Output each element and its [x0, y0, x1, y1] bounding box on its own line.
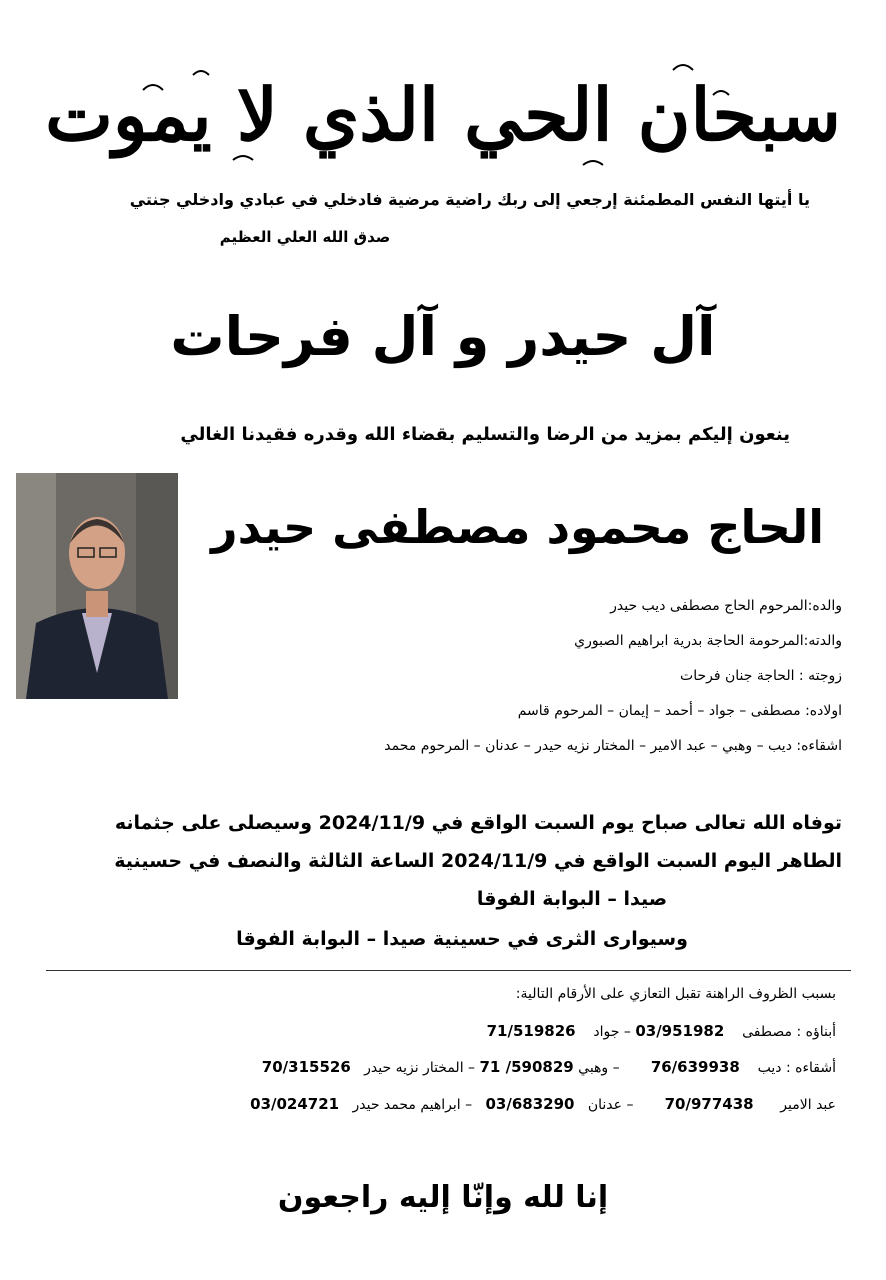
families-title: آل حيدر و آل فرحات	[170, 305, 716, 368]
phone-number: 03/024721	[250, 1095, 340, 1113]
relative-father: والده:المرحوم الحاج مصطفى ديب حيدر	[610, 598, 842, 614]
siblings-mid-2: – المختار نزيه حيدر	[364, 1060, 476, 1076]
siblings-mid-1: – وهبي	[578, 1060, 620, 1076]
verse-closing: صدق الله العلي العظيم	[219, 228, 391, 246]
mourn-line: ينعون إليكم بمزيد من الرضا والتسليم بقضاء الله وقدره فقيدنا الغالي	[180, 424, 790, 445]
relative-children: اولاده: مصطفى – جواد – أحمد – إيمان – المرحوم قاسم	[517, 703, 842, 719]
siblings-numbers-row	[262, 1058, 836, 1076]
phone-number: 76/639938	[650, 1058, 740, 1076]
relative-mother: والدته:المرحومة الحاجة بدرية ابراهيم الصبوري	[574, 633, 842, 649]
row3-mid-1: – عدنان	[587, 1097, 634, 1113]
phone-number: 71/519826	[486, 1022, 576, 1040]
row3-label: عبد الامير	[780, 1097, 836, 1113]
sons-numbers-row	[487, 1022, 836, 1040]
condolence-note: بسبب الظروف الراهنة تقبل التعازي على الأرقام التالية:	[515, 986, 836, 1002]
sons-sep: – جواد	[593, 1024, 631, 1040]
sons-label: أبناؤه : مصطفى	[742, 1024, 836, 1040]
phone-number: 590829/ 71	[479, 1058, 574, 1076]
funeral-line-1: توفاه الله تعالى صباح يوم السبت الواقع في 2024/11/9 وسيصلى على جثمانه	[114, 812, 842, 834]
relative-siblings: اشقاءه: ديب – وهبي – عبد الامير – المختار نزيه حيدر – عدنان – المرحوم محمد	[384, 738, 842, 754]
quran-verse: يا أيتها النفس المطمئنة إرجعي إلى ربك راضية مرضية فادخلي في عبادي وادخلي جنتي	[129, 190, 810, 209]
funeral-line-3: صيدا – البوابة الفوقا	[476, 888, 668, 910]
phone-number: 70/977438	[664, 1095, 754, 1113]
closing-verse: إنا لله وإنّا إليه راجعون	[277, 1180, 609, 1215]
siblings-label: أشقاءه : ديب	[757, 1060, 836, 1076]
calligraphy-text: سبحان الحي الذي لا يموت	[45, 72, 841, 157]
divider	[46, 970, 851, 971]
funeral-line-4: وسيوارى الثرى في حسينية صيدا – البوابة الفوقا	[236, 928, 688, 950]
row3-mid-2: – ابراهيم محمد حيدر	[352, 1097, 473, 1113]
deceased-photo	[16, 473, 178, 699]
other-numbers-row	[250, 1095, 836, 1113]
calligraphy-header	[45, 40, 841, 185]
funeral-line-2: الطاهر اليوم السبت الواقع في 2024/11/9 الساعة الثالثة والنصف في حسينية	[114, 850, 842, 872]
deceased-name: الحاج محمود مصطفى حيدر	[211, 500, 824, 554]
relative-wife: زوجته : الحاجة جنان فرحات	[680, 668, 842, 684]
phone-number: 03/683290	[485, 1095, 575, 1113]
phone-number: 03/951982	[635, 1022, 725, 1040]
phone-number: 70/315526	[261, 1058, 351, 1076]
